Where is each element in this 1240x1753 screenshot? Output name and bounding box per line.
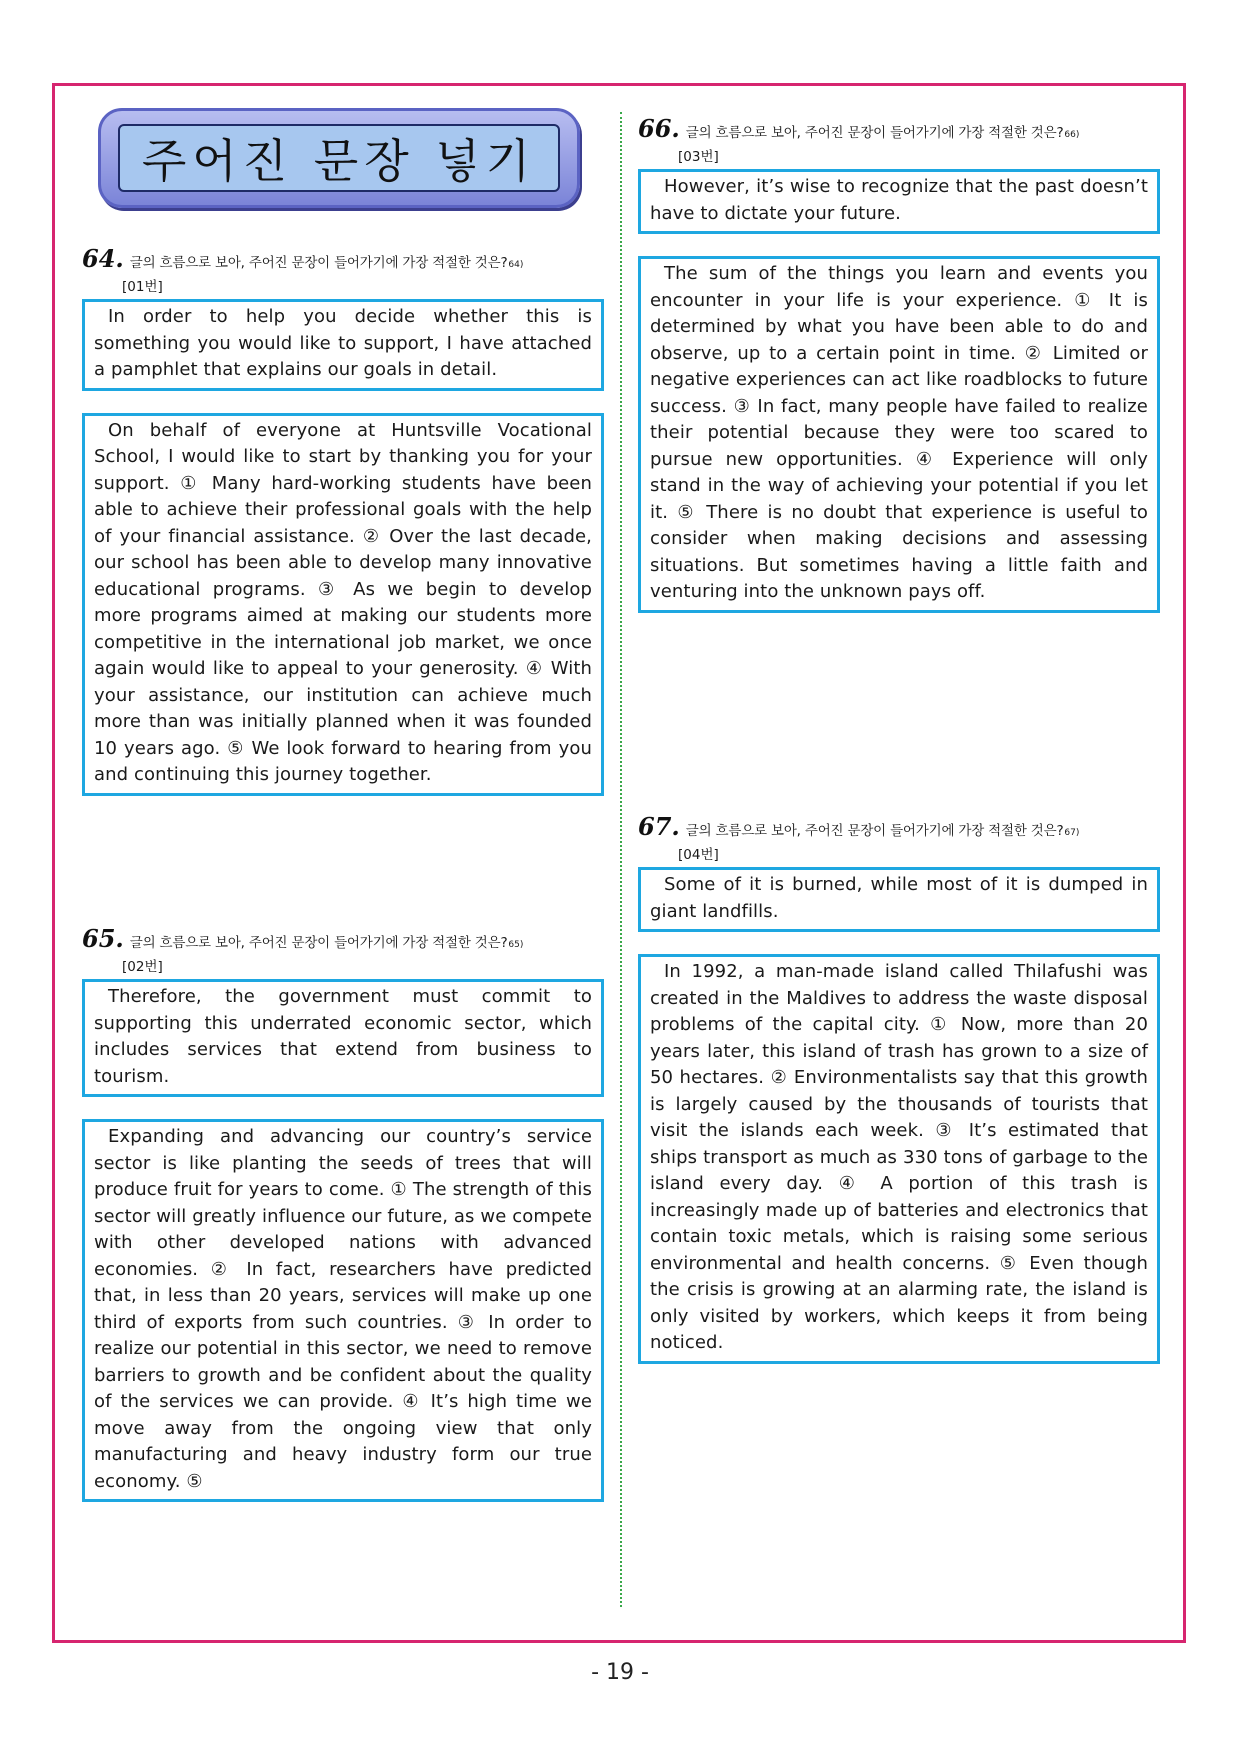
question-ref: 65) xyxy=(508,940,524,950)
question-ref: 67) xyxy=(1064,828,1080,838)
question-prompt: 글의 흐름으로 보아, 주어진 문장이 들어가기에 가장 적절한 것은? xyxy=(685,823,1064,839)
question-header xyxy=(82,924,604,953)
column-divider xyxy=(620,112,622,1607)
question-header xyxy=(638,812,1160,841)
question-code: [02번] xyxy=(122,959,163,975)
question-66 xyxy=(638,114,1160,613)
question-prompt: 글의 흐름으로 보아, 주어진 문장이 들어가기에 가장 적절한 것은? xyxy=(685,125,1064,141)
section-title-inner xyxy=(118,124,560,192)
given-sentence-box: However, it’s wise to recognize that the past doesn’t have to dictate your future. xyxy=(638,169,1160,234)
question-header xyxy=(638,114,1160,143)
passage-box: On behalf of everyone at Huntsville Vocational School, I would like to start by thanking you for your support. ① Many hard-working students have been able to achieve their professional goals with the help of your financial assistance. ② Over the last decade, our school has been able to develop many innovative educational programs. ③ As we begin to develop more programs aimed at making our students more competitive in the international job market, we once again would like to appeal to your generosity. ④ With your assistance, our institution can achieve much more than was initially planned when it was founded 10 years ago. ⑤ We look forward to hearing from you and continuing this journey together. xyxy=(82,413,604,796)
question-prompt: 글의 흐름으로 보아, 주어진 문장이 들어가기에 가장 적절한 것은? xyxy=(129,935,508,951)
question-65 xyxy=(82,924,604,1502)
section-title: 주어진 문장 넣기 xyxy=(141,134,537,188)
question-prompt: 글의 흐름으로 보아, 주어진 문장이 들어가기에 가장 적절한 것은? xyxy=(129,255,508,271)
passage-box: The sum of the things you learn and events you encounter in your life is your experience. ① It is determined by what you have been able to do and observe, up to a certain point in time. ② Limited or negative experiences can act like roadblocks to future success. ③ In fact, many people have failed to realize their potential because they were too scared to pursue new opportunities. ④ Experience will only stand in the way of achieving your potential if you let it. ⑤ There is no doubt that experience is useful to consider when making decisions and assessing situations. But sometimes having a little faith and venturing into the unknown pays off. xyxy=(638,256,1160,613)
page-number: - 19 - xyxy=(591,1660,649,1685)
question-code: [01번] xyxy=(122,279,163,295)
question-number: 66. xyxy=(638,114,680,143)
passage-box: In 1992, a man-made island called Thilafushi was created in the Maldives to address the waste disposal problems of the capital city. ① Now, more than 20 years later, this island of trash has grown to a size of 50 hectares. ② Environmentalists say that this growth is largely caused by the thousands of tourists that visit the islands each week. ③ It’s estimated that ships transport as much as 330 tons of garbage to the island every day. ④ A portion of this trash is increasingly made up of batteries and electronics that contain toxic metals, which is raising some serious environmental and health concerns. ⑤ Even though the crisis is growing at an alarming rate, the island is only visited by workers, which keeps it from being noticed. xyxy=(638,954,1160,1364)
question-code: [03번] xyxy=(678,149,719,165)
passage-box: Expanding and advancing our country’s service sector is like planting the seeds of trees that will produce fruit for years to come. ① The strength of this sector will greatly influence our future, as we compete with other developed nations with advanced economies. ② In fact, researchers have predicted that, in less than 20 years, services will make up one third of exports from such countries. ③ In order to realize our potential in this sector, we need to remove barriers to growth and be confident about the quality of the services we can provide. ④ It’s high time we move away from the ongoing view that only manufacturing and heavy industry form our true economy. ⑤ xyxy=(82,1119,604,1502)
question-header xyxy=(82,244,604,273)
question-number: 67. xyxy=(638,812,680,841)
question-number: 65. xyxy=(82,924,124,953)
question-64 xyxy=(82,244,604,796)
question-67 xyxy=(638,812,1160,1364)
given-sentence-box: In order to help you decide whether this is something you would like to support, I have attached a pamphlet that explains our goals in detail. xyxy=(82,299,604,391)
question-number: 64. xyxy=(82,244,124,273)
question-ref: 66) xyxy=(1064,130,1080,140)
question-ref: 64) xyxy=(508,260,524,270)
question-code: [04번] xyxy=(678,847,719,863)
given-sentence-box: Therefore, the government must commit to supporting this underrated economic sector, which includes services that extend from business to tourism. xyxy=(82,979,604,1097)
section-title-badge xyxy=(98,108,580,208)
given-sentence-box: Some of it is burned, while most of it is dumped in giant landfills. xyxy=(638,867,1160,932)
